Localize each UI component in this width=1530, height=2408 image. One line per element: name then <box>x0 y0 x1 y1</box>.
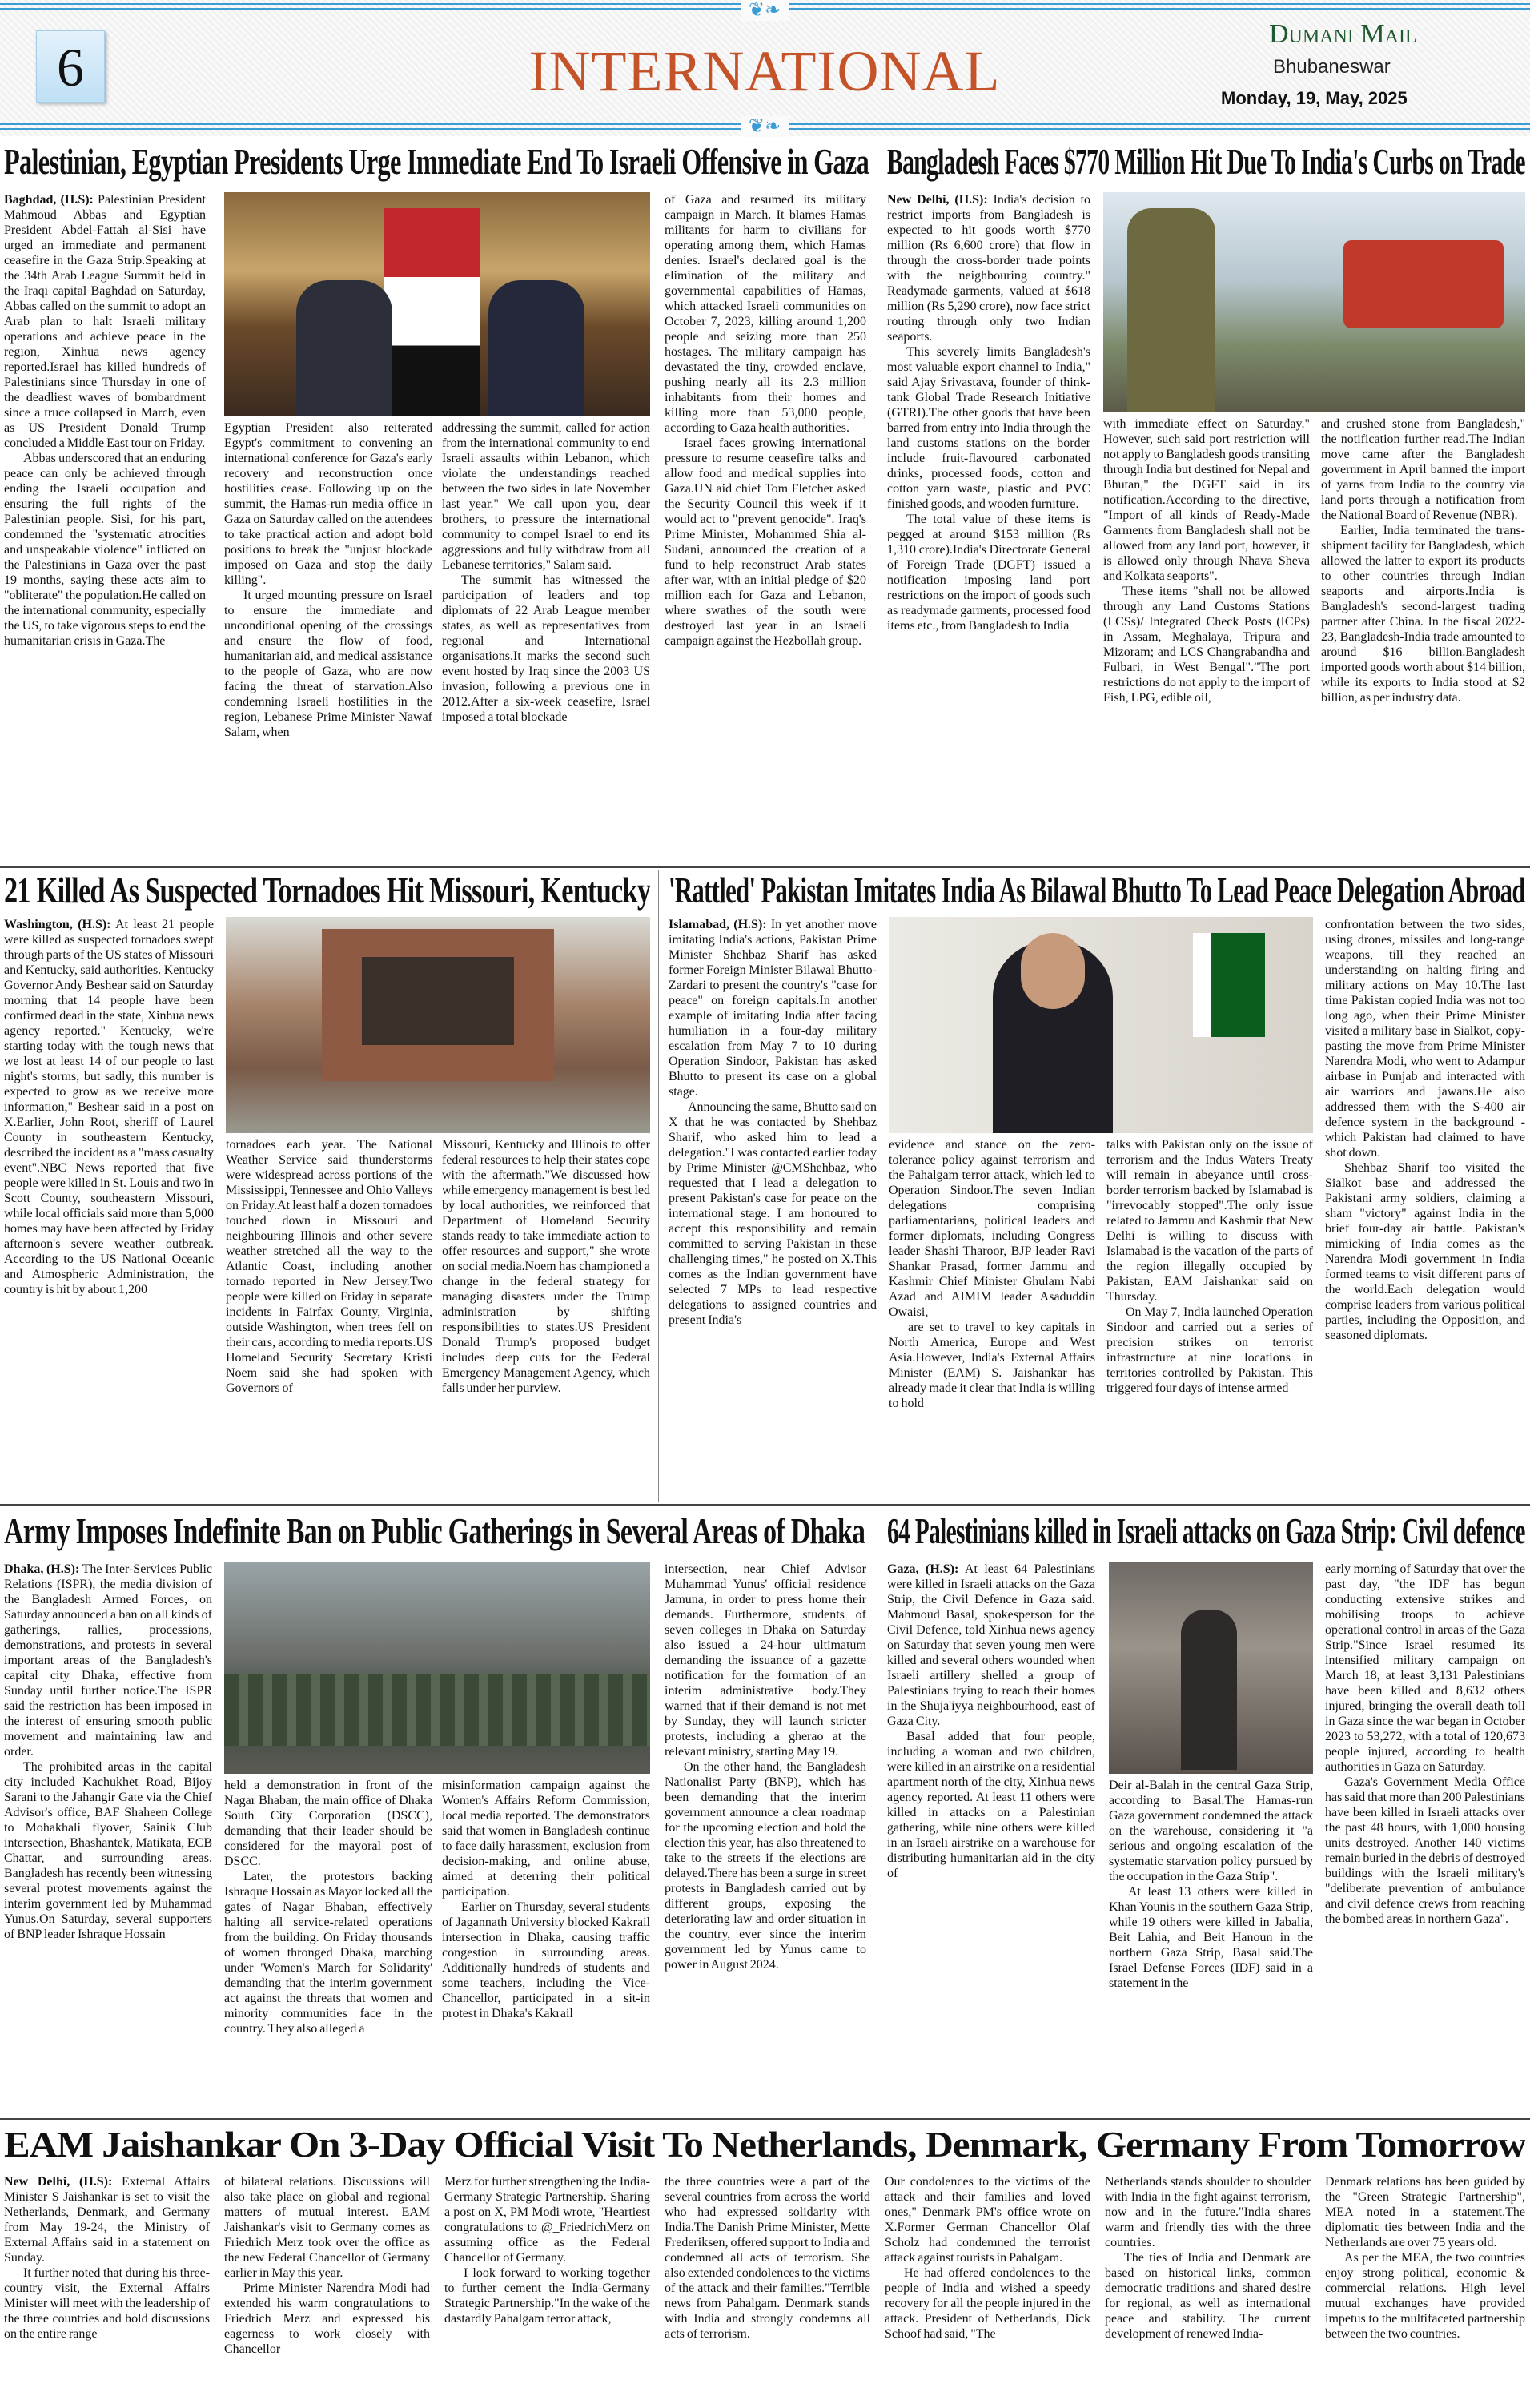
headline-text: EAM Jaishankar On 3-Day Official Visit To Netherlands, Denmark, Germany From Tomorrow <box>4 2124 1525 2165</box>
soldiers-line <box>224 1674 650 1746</box>
paragraph: evidence and stance on the zero-tolerance policy against terrorism and the Pahalgam terror attack, which led to Operation Sindoor.The seven Indian delegations comprising parliamentarians, political leaders and former diplomats, including Congress leader Shashi Tharoor, BJP leader Ravi Shankar Prasad, former Jammu and Kashmir Chief Minister Ghulam Nabi Azad and AIMIM leader Asaduddin Owaisi, <box>889 1138 1095 1319</box>
person-figure <box>488 280 584 416</box>
article-column <box>224 420 432 865</box>
paragraph: misinformation campaign against the Women's Affairs Reform Commission, local media reported. The demonstrators said that women in Bangladesh continue to face daily harassment, exclusion from decision-making, and online abuse, aimed at deterring their political participation. <box>442 1779 650 1899</box>
headline-text: Army Imposes Indefinite Ban on Public Gatherings in Several Areas of Dhaka <box>4 1510 865 1551</box>
page-number: 6 <box>36 30 105 103</box>
paragraph: As per the MEA, the two countries enjoy strong political, economic & commercial relations. High level mutual exchanges have provided impetus to the multifaceted partnership between the two countries. <box>1325 2251 1525 2341</box>
paragraph: The total value of these items is pegged at around $153 million (Rs 1,310 crore).India's Directorate General of Foreign Trade (DGFT) issued a notification imposing land port restrictions on the import of goods such as readymade garments, processed food items etc., from Bangladesh to India <box>887 513 1090 633</box>
paragraph: Gaza's Government Media Office has said that more than 200 Palestinians have been killed in Israeli attacks over the past 48 hours, with 1,000 housing units destroyed. Another 140 victims remain buried in the debris of destroyed buildings with the Israeli military's "deliberate prevention of ambulance and civil defence crews from reaching the bombed areas in northern Gaza". <box>1325 1775 1525 1926</box>
headline <box>887 1510 1525 1552</box>
paragraph: This severely limits Bangladesh's most valuable export channel to India," said Ajay Srivastava, founder of think-tank Global Trade Research Initiative (GTRI).The other goods that have been barred from entry into India through the land customs stations on the border include fruit-flavoured carbonated drinks, processed foods, cotton and cotton yarn waste, plastic and PVC finished goods, and wooden furniture. <box>887 345 1090 511</box>
article-column <box>1109 1778 1313 2114</box>
person-figure <box>296 280 392 416</box>
headline <box>669 870 1525 911</box>
article-column <box>889 1137 1095 1497</box>
paragraph: Basal added that four people, including a woman and two children, were killed in an airstrike on a residential apartment north of the city, Xinhua news agency reported. At least 11 others were killed in attacks on a Palestinian gathering, while nine others were killed in an Israeli airstrike on a warehouse for distributing humanitarian aid in the city of <box>887 1730 1095 1880</box>
article-column <box>224 1778 432 2114</box>
paragraph: Denmark relations has been guided by the "Green Strategic Partnership", MEA noted in a statement.The diplomatic ties between India and the Netherlands are over 75 years old. <box>1325 2175 1525 2249</box>
flag <box>384 208 480 416</box>
article-column <box>1325 917 1525 1497</box>
issue-date: Monday, 19, May, 2025 <box>1221 88 1408 108</box>
paragraph: of Gaza and resumed its military campaign in March. It blames Hamas militants for harm to civilians for operating among them, which Hamas denies. Israel's declared goal is the elimination of the military and governmental capabilities of Hamas, which attacked Israeli communities on October 7, 2023, killing around 1,200 people and seizing more than 250 hostages. The military campaign has devastated the tiny, crowded enclave, pushing nearly all its 2.3 million inhabitants from their homes and killing more than 53,000 people, according to Gaza health authorities. <box>665 193 866 435</box>
paragraph: Dhaka, (H.S): The Inter-Services Public Relations (ISPR), the media division of the Bangladesh Armed Forces, on Saturday announced a ban on all kinds of gatherings, rallies, processions, demonstrations, and protests in several important areas of the Bangladesh's capital city Dhaka, effective from Sunday until further notice.The ISPR said the restriction has been imposed in the interest of ensuring smooth public movement and maintaining law and order. <box>4 1562 212 1759</box>
paragraph: confrontation between the two sides, using drones, missiles and long-range weapons, till they reached an understanding on halting firing and military actions on May 10.The last time Pakistan copied India was not too long ago, when their Prime Minister visited a military base in Sialkot, copy-pasting the move from Prime Minister Narendra Modi, who went to Adampur airbase in Punjab and interacted with air warriors and jawans.He also addressed them with the S-400 air defence system in the background - which Pakistan had claimed to have shot down. <box>1325 918 1525 1160</box>
dateline: Baghdad, (H.S): <box>4 193 94 207</box>
dateline: Islamabad, (H.S): <box>669 918 767 931</box>
article-column <box>442 420 650 865</box>
article-column <box>4 1562 212 2114</box>
paragraph: It urged mounting pressure on Israel to ensure the immediate and unconditional opening of the crossings and ensure the flow of food, humanitarian aid, and medical assistance to the people of Gaza, who are now facing the threat of starvation.Also condemning Israeli hostilities in the region, Lebanese Prime Minister Nawaf Salam, when <box>224 589 432 739</box>
paragraph: It further noted that during his three-country visit, the External Affairs Minister will meet with the leadership of the three countries and hold discussions on the entire range <box>4 2266 210 2341</box>
article-column <box>4 917 214 1497</box>
headline-text: Palestinian, Egyptian Presidents Urge Immediate End To Israeli Offensive in Gaza <box>4 141 869 182</box>
article-column <box>1105 2174 1311 2406</box>
article-column <box>1106 1137 1313 1497</box>
article-column <box>1325 2174 1525 2406</box>
ornament-icon: ❦❧ <box>741 0 789 21</box>
dateline: Gaza, (H.S): <box>887 1562 959 1576</box>
paragraph: At least 13 others were killed in Khan Younis in the southern Gaza Strip, while 19 others were killed in Jabalia, Beit Lahia, and Beit Hanoun in the northern Gaza Strip, Basal said.The Israel Defense Forces (IDF) said in a statement in the <box>1109 1885 1313 1990</box>
paragraph: talks with Pakistan only on the issue of terrorism and the Indus Waters Treaty will remain in abeyance until cross-border terrorism backed by Islamabad is "irrevocably stopped".The only issue related to Jammu and Kashmir that New Delhi is willing to discuss with Islamabad is the vacation of the parts of the region illegally occupied by Pakistan, EAM Jaishankar said on Thursday. <box>1106 1138 1313 1304</box>
paragraph: are set to travel to key capitals in North America, Europe and West Asia.However, India's External Affairs Minister (EAM) S. Jaishankar has already made it clear that India is willing to hold <box>889 1321 1095 1410</box>
headline <box>887 141 1525 183</box>
paragraph: Gaza, (H.S): At least 64 Palestinians were killed in Israeli attacks on the Gaza Strip, the Civil Defence in Gaza said. Mahmoud Basal, spokesperson for the Civil Defence, told Xinhua news agency on Saturday that seven young men were killed and several others wounded when Israeli artillery shelled a group of Palestinians trying to reach their homes in the Shuja'iyya neighbourhood, east of Gaza City. <box>887 1562 1095 1728</box>
paragraph: He had offered condolences to the people of India and wished a speedy recovery for all the people injured in the attack. President of Netherlands, Dick Schoof had said, "The <box>885 2266 1090 2341</box>
article-column <box>1321 416 1525 865</box>
paragraph: Deir al-Balah in the central Gaza Strip, according to Basal.The Hamas-run Gaza government condemned the attack on the warehouse, considering it "a serious and ongoing escalation of the systematic starvation policy pursued by the occupation in the Gaza Strip". <box>1109 1779 1313 1883</box>
paragraph: intersection, near Chief Advisor Muhammad Yunus' official residence Jamuna, in order to press home their demands. Furthermore, students of seven colleges in Dhaka on Saturday also issued a 24-hour ultimatum demanding the issuance of a gazette notification for the formation of an interim administrative body.They warned that if their demand is not met by Sunday, they will launch stricter protests, including a gherao at the relevant ministry, starting May 19. <box>665 1562 866 1759</box>
paragraph: Earlier on Thursday, several students of Jagannath University blocked Kakrail intersection in Dhaka, causing traffic congestion in surrounding areas. Additionally hundreds of students and some teachers, including the Vice-Chancellor, participated in a sit-in protest in Dhaka's Kakrail <box>442 1900 650 2020</box>
article-column <box>442 1778 650 2114</box>
article-column <box>887 1562 1095 2114</box>
article-column <box>665 2174 870 2406</box>
masthead <box>0 0 1530 136</box>
paragraph: Shehbaz Sharif too visited the Sialkot base and addressed the Pakistani army soldiers, claiming a sham "victory" against India in the brief four-day air battle. Pakistan's mimicking of India comes as the Narendra Modi government in India formed teams to visit different parts of the world.Each delegation would comprise leaders from various political parties, including the Opposition, and seasoned diplomats. <box>1325 1161 1525 1342</box>
flag <box>1193 933 1265 1037</box>
article-column <box>665 1562 866 2114</box>
person-figure <box>1181 1610 1237 1770</box>
paragraph: Missouri, Kentucky and Illinois to offer federal resources to help their states cope with the aftermath."We discussed how while emergency management is best led by local authorities, we reinforced that Department of Homeland Security stands ready to take immediate action to offer resources and support," she wrote on social media.Noem has championed a change in the federal strategy for managing disasters under the Trump administration by shifting responsibilities to states.US President Donald Trump's proposed budget includes deep cuts for the Federal Emergency Management Agency, which falls under her purview. <box>442 1138 650 1395</box>
paragraph: Washington, (H.S): At least 21 people were killed as suspected tornadoes swept through parts of the US states of Missouri and Kentucky, said authorities. Kentucky Governor Andy Beshear said on Saturday morning that 14 people have been confirmed dead in the state, Xinhua news agency reported." Kentucky, we're starting today with the tough news that we lost at least 14 of our people to last night's storms, but sadly, this number is expected to grow as we receive more information," Beshear said in a post on X.Earlier, John Root, sheriff of Laurel County in southeastern Kentucky, described the incident as a "mass casualty event".NBC News reported that five people were killed in St. Louis and two in Scott County, southeastern Missouri, while local officials said more than 5,000 homes may have been affected by Friday afternoon's severe weather outbreak. According to the US National Oceanic and Atmospheric Administration, the country is hit by about 1,200 <box>4 918 214 1296</box>
paragraph: Baghdad, (H.S): Palestinian President Mahmoud Abbas and Egyptian President Abdel-Fattah al-Sisi have urged an immediate and permanent ceasefire in the Gaza Strip.Speaking at the 34th Arab League Summit held in the Iraqi capital Baghdad on Saturday, Abbas called on the summit to adopt an Arab plan to halt Israeli military operations and achieve peace in the region, Xinhua news agency reported.Israel has killed hundreds of Palestinians since Thursday in one of the deadliest waves of bombardment since a truce collapsed in March, even as US President Donald Trump concluded a Middle East tour on Friday. <box>4 193 206 450</box>
section-title: INTERNATIONAL <box>528 39 1001 103</box>
dateline: Dhaka, (H.S): <box>4 1562 80 1576</box>
photo-abbas-sisi-meeting <box>224 192 650 416</box>
face <box>1021 933 1085 1009</box>
article-column <box>224 2174 430 2406</box>
paragraph: Earlier, India terminated the trans-shipment facility for Bangladesh, which allowed the latter to export its products to other countries through Indian seaports and airports.India is Bangladesh's second-largest trading partner after China. In the fiscal 2022-23, Bangladesh-India trade amounted to around $16 billion.Bangladesh imported goods worth about $14 billion, while its exports to India stood at $2 billion, as per industry data. <box>1321 524 1525 705</box>
paragraph: early morning of Saturday that over the past day, "the IDF has begun conducting extensive strikes and mobilising troops to achieve operational control in areas of the Gaza Strip."Since Israel resumed its intensified military campaign on March 18, at least 3,131 Palestinians have been killed and 8,632 others injured, bringing the overall death toll in Gaza since the war began in October 2023 to 53,272, with a total of 120,673 people injured, according to health authorities in Gaza on Saturday. <box>1325 1562 1525 1774</box>
article-column <box>4 192 206 865</box>
headline-text: Bangladesh Faces $770 Million Hit Due To India's Curbs on Trade <box>887 141 1525 182</box>
article-column <box>665 192 866 865</box>
paragraph: New Delhi, (H.S): India's decision to restrict imports from Bangladesh is expected to hit goods worth $770 million (Rs 6,600 crore) that flow in through the cross-border trade points with the neighbouring country." Readymade garments, valued at $618 million (Rs 5,290 crore), now face strict routing through only two Indian seaports. <box>887 193 1090 344</box>
article-column <box>1103 416 1310 865</box>
paragraph: New Delhi, (H.S): External Affairs Minister S Jaishankar is set to visit the Netherlands, Denmark, and Germany from May 19-24, the Ministry of External Affairs said in a statement on Sunday. <box>4 2175 210 2265</box>
paragraph: On the other hand, the Bangladesh Nationalist Party (BNP), which has been demanding that the interim government announce a clear roadmap for the upcoming election and hold the election this year, has also threatened to take to the streets if the elections are delayed.There has been a surge in street protests in Bangladesh carried out by different groups, exposing the deteriorating law and order situation in the country, ever since the interim government led by Yunus came to power in August 2024. <box>665 1760 866 1972</box>
paper-name: Dumani Mail <box>1269 19 1417 49</box>
headline-text: 64 Palestinians killed in Israeli attacks on Gaza Strip: Civil defence <box>887 1510 1525 1551</box>
headline <box>4 1510 865 1552</box>
ornament-icon: ❦❧ <box>741 116 789 137</box>
photo-border-train <box>1103 192 1525 412</box>
paragraph: Prime Minister Narendra Modi had extended his warm congratulations to Friedrich Merz and expressed his eagerness to work closely with Chancellor <box>224 2281 430 2356</box>
dateline: New Delhi, (H.S): <box>4 2175 113 2189</box>
paragraph: the three countries were a part of the several countries from across the world who had expressed solidarity with India.The Danish Prime Minister, Mette Frederiksen, offered support to India and condemned all acts of terrorism. She also extended condolences to the victims of the attack and their families."Terrible news from Pahalgam. Denmark stands with India and strongly condemns all acts of terrorism. <box>665 2175 870 2341</box>
paragraph: Later, the protestors backing Ishraque Hossain as Mayor locked all the gates of Nagar Bhaban, effectively halting all service-related operations from the building. On Friday thousands of women thronged Dhaka, marching under 'Women's March for Solidarity' demanding that the interim government act against the threats that women and minority communities face in the country. They also alleged a <box>224 1870 432 2036</box>
section-divider <box>0 2118 1530 2120</box>
debris <box>362 957 514 1045</box>
paragraph: I look forward to working together to further cement the India-Germany Strategic Partnership."In the wake of the dastardly Pahalgam terror attack, <box>444 2266 650 2326</box>
paragraph: addressing the summit, called for action from the international community to end Israeli assaults within Lebanon, which violate the understandings reached between the two sides in late November last year." We call upon you, dear brothers, to pressure the international community to compel Israel to end its aggressions and fully withdraw from all Lebanese territories," Salam said. <box>442 421 650 572</box>
article-column <box>669 917 877 1497</box>
paragraph: Abbas underscored that an enduring peace can only be achieved through ending the Israeli occupation and ensuring the full rights of the Palestinian people. Sisi, for his part, condemned the "systematic atrocities and unspeakable violence" inflicted on the Palestinians in Gaza over the past 19 months, saying these acts aim to "obliterate" the population.He called on the international community, especially the US, to take vigorous steps to end the humanitarian crisis in Gaza.The <box>4 452 206 648</box>
paragraph: and crushed stone from Bangladesh," the notification further read.The Indian move came after the Bangladesh government in April banned the import of yarns from India to the country via land ports through a notification from the National Board of Revenue (NBR). <box>1321 417 1525 522</box>
paragraph: The prohibited areas in the capital city included Kachukhet Road, Bijoy Sarani to the Jahangir Gate via the Chief Advisor's office, BAF Shaheen College to Mohakhali flyover, Sainik Club intersection, Bhashantek, Matikata, ECB Chattar, and surrounding areas. Bangladesh has recently been witnessing several protest movements against the interim government led by Muhammad Yunus.On Saturday, several supporters of BNP leader Ishraque Hossain <box>4 1760 212 1941</box>
paragraph: Announcing the same, Bhutto said on X that he was contacted by Shehbaz Sharif, who asked him to lead a delegation."I was contacted earlier today by Prime Minister @CMShehbaz, who requested that I lead a delegation to present Pakistan's case for peace on the international stage. I am honoured to accept this responsibility and remain committed to serving Pakistan in these challenging times," he posted on X.This comes as the Indian government have selected 7 MPs to lead respective delegations to assigned countries and present India's <box>669 1100 877 1327</box>
article-column <box>4 2174 210 2406</box>
paragraph: Our condolences to the victims of the attack and their families and loved ones," Denmark PM's office wrote on X.Former German Chancellor Olaf Scholz had condemned the terrorist attack against tourists in Pahalgam. <box>885 2175 1090 2265</box>
article-column <box>887 192 1090 865</box>
article-column <box>226 1137 432 1497</box>
photo-tornado-damage <box>226 917 650 1133</box>
dateline: Washington, (H.S): <box>4 918 111 931</box>
section-divider <box>0 866 1530 868</box>
photo-dhaka-soldiers <box>224 1562 650 1774</box>
paragraph: Netherlands stands shoulder to shoulder with India in the fight against terrorism, now and in the future."India shares warm and friendly ties with the three countries. <box>1105 2175 1311 2249</box>
paragraph: The summit has witnessed the participation of leaders and top diplomats of 22 Arab League member states, as well as representatives from regional and International organisations.It marks the second such event hosted by Iraq since the 2003 US invasion, following a previous one in 2012.After a six-week ceasefire, Israel imposed a total blockade <box>442 573 650 724</box>
paragraph: tornadoes each year. The National Weather Service said thunderstorms were widespread across portions of the Mississippi, Tennessee and Ohio Valleys on Friday.At least half a dozen tornadoes touched down in Missouri and neighbouring Illinois and other severe weather stretched all the way to the Atlantic Coast, including another tornado reported in New Jersey.Two people were killed on Friday in separate incidents in Fairfax County, Virginia, outside Washington, when trees fell on their cars, according to media reports.US Homeland Security Secretary Kristi Noem said she had spoken with Governors of <box>226 1138 432 1395</box>
paragraph: These items "shall not be allowed through any Land Customs Stations (LCSs)/ Integrated Check Posts (ICPs) in Assam, Meghalaya, Tripura and Mizoram; and LCS Changrabandha and Fulbari, in West Bengal"."The port restrictions do not apply to the import of Fish, LPG, edible oil, <box>1103 585 1310 705</box>
headline <box>4 2124 1525 2165</box>
paragraph: Islamabad, (H.S): In yet another move imitating India's actions, Pakistan Prime Minister Shehbaz Sharif has asked former Foreign Minister Bilawal Bhutto-Zardari to present the country's "case for peace" on foreign capitals.In another example of imitating India after facing humiliation in a four-day military escalation from May 7 to 10 during Operation Sindoor, Pakistan has asked Bhutto to present its case on a global stage. <box>669 918 877 1099</box>
photo-gaza-rubble <box>1109 1562 1313 1774</box>
section-divider <box>0 1504 1530 1506</box>
headline <box>4 141 869 183</box>
soldier-figure <box>1127 208 1215 412</box>
paragraph: of bilateral relations. Discussions will also take place on global and regional matters of mutual interest. EAM Jaishankar's visit to Germany comes as Friedrich Merz took over the office as the new Federal Chancellor of Germany earlier in May this year. <box>224 2175 430 2280</box>
headline-text: 21 Killed As Suspected Tornadoes Hit Missouri, Kentucky <box>4 870 650 911</box>
paragraph: Merz for further strengthening the India-Germany Strategic Partnership. Sharing a post on X, PM Modi wrote, "Heartiest congratulations to @_FriedrichMerz on assuming office as the Federal Chancellor of Germany. <box>444 2175 650 2265</box>
train <box>1343 240 1504 328</box>
dateline: New Delhi, (H.S): <box>887 193 988 207</box>
article-column <box>1325 1562 1525 2114</box>
article-column <box>444 2174 650 2406</box>
paragraph: On May 7, India launched Operation Sindoor and carried out a series of precision strikes on terrorist infrastructure at nine locations in territories controlled by Pakistan. This triggered four days of intense armed <box>1106 1305 1313 1395</box>
headline-text: 'Rattled' Pakistan Imitates India As Bilawal Bhutto To Lead Peace Delegation Abroad <box>669 870 1525 911</box>
paragraph: Israel faces growing international pressure to resume ceasefire talks and allow food and medical supplies into Gaza.UN aid chief Tom Fletcher asked the Security Council this week if it would act to "prevent genocide". Iraq's Prime Minister, Mohammed Shia al-Sudani, announced the creation of a fund to help reconstruct Arab states after war, with an initial pledge of $20 million each for Gaza and Lebanon, where swathes of the south were destroyed last year in an Israeli campaign against the Hezbollah group. <box>665 436 866 648</box>
paragraph: held a demonstration in front of the Nagar Bhaban, the main office of Dhaka South City Corporation (DSCC), demanding that their leader should be considered for the mayoral post of DSCC. <box>224 1779 432 1868</box>
article-column <box>442 1137 650 1497</box>
photo-bilawal-bhutto <box>889 917 1313 1133</box>
headline <box>4 870 650 911</box>
paragraph: with immediate effect on Saturday." However, such said port restriction will not apply to Bangladesh goods transiting through India but destined for Nepal and Bhutan," the DGFT said in its notification.According to the directive, "Import of all kinds of Ready-Made Garments from Bangladesh shall not be allowed from any land port, however, it is allowed only through Nhava Sheva and Kolkata seaports". <box>1103 417 1310 583</box>
column-divider <box>658 870 659 1502</box>
edition-city: Bhubaneswar <box>1273 56 1391 78</box>
article-column <box>885 2174 1090 2406</box>
paragraph: Egyptian President also reiterated Egypt's commitment to convening an international conference for Gaza's early recovery and reconstruction once hostilities cease. Following up on the summit, the Hamas-run media office in Gaza on Saturday called on the attendees to take practical action and adopt bold positions to break the "unjust blockade imposed on Gaza and stop the daily killing". <box>224 421 432 587</box>
paragraph: The ties of India and Denmark are based on historical links, common democratic traditions and shared desire for regional, as well as international peace and stability. The current development of renewed India- <box>1105 2251 1311 2341</box>
